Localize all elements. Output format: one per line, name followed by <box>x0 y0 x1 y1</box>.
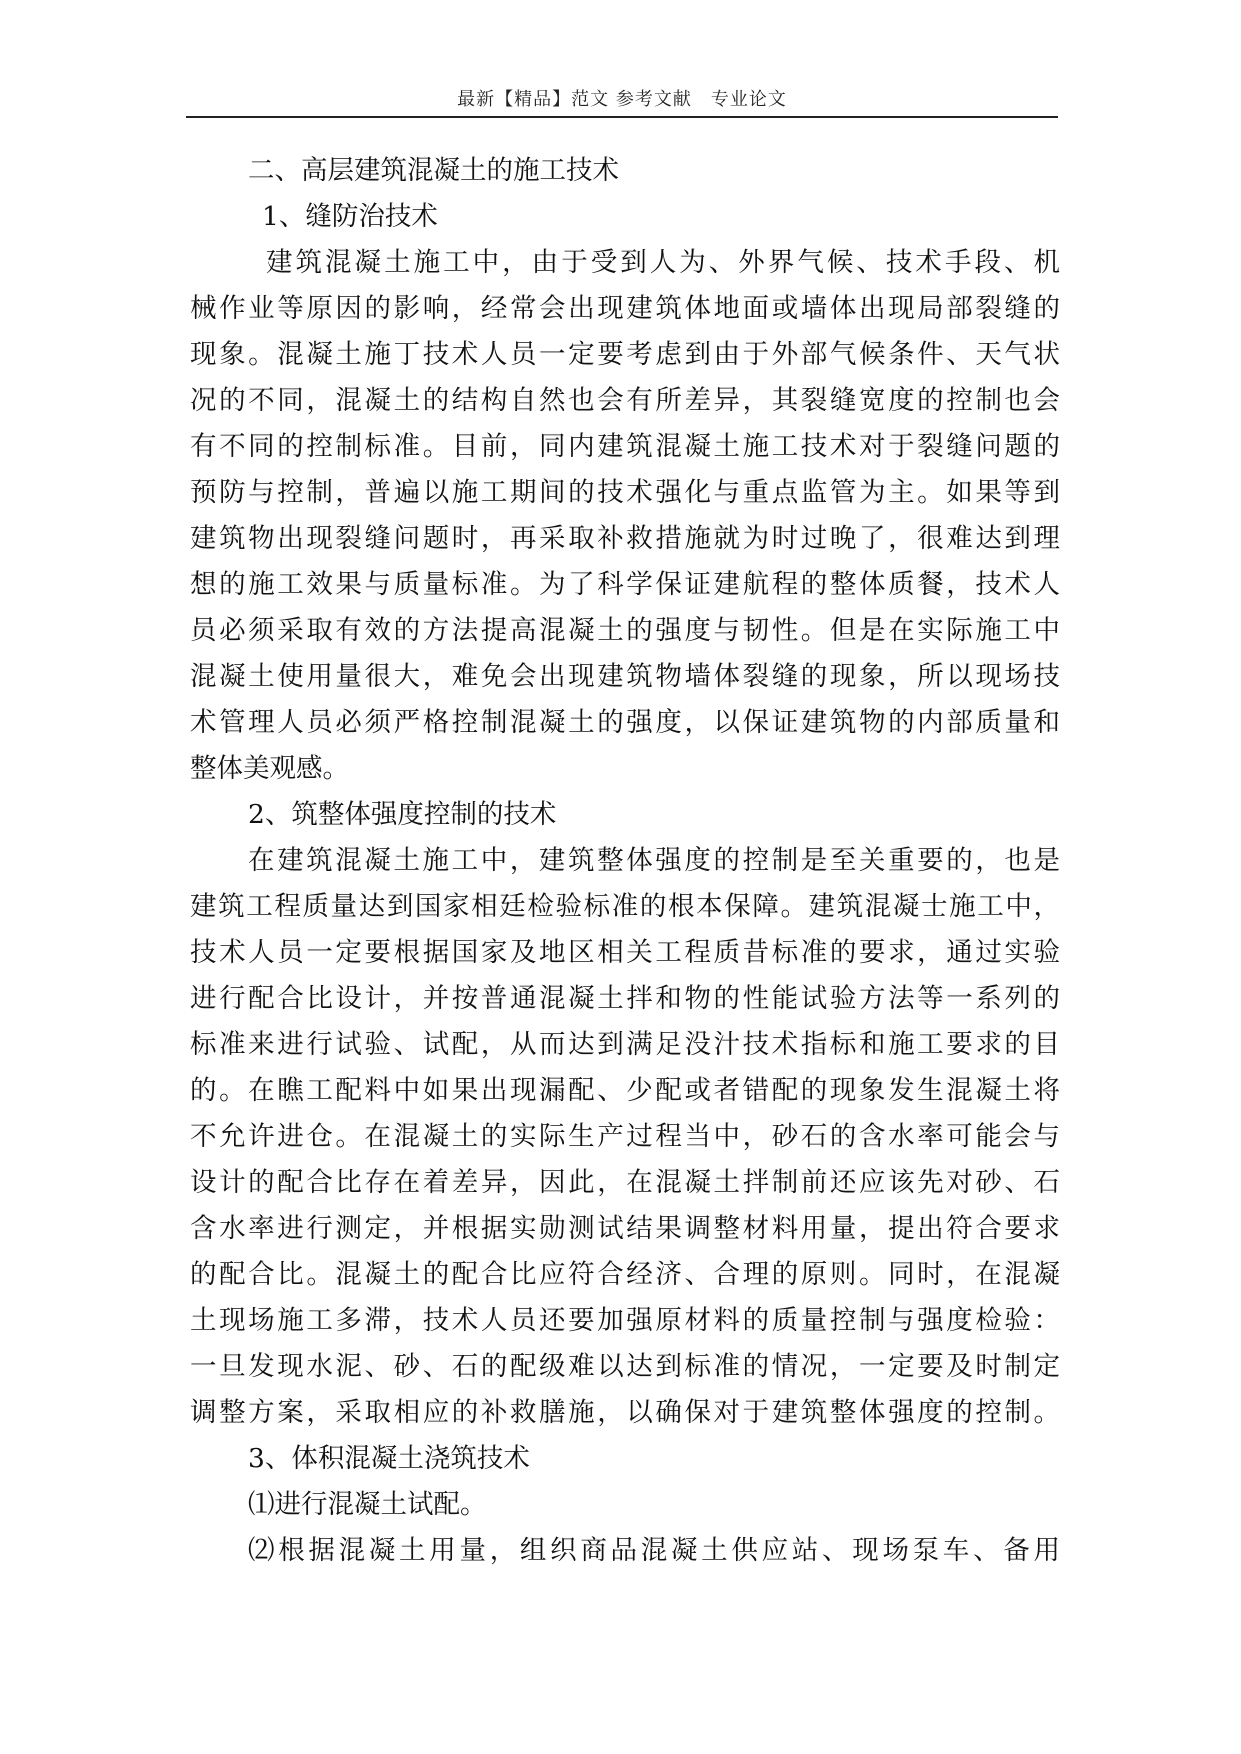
paragraph-line: 想的施工效果与质量标准。为了科学保证建航程的整体质餐，技术人 <box>190 569 1060 600</box>
paragraph-line: 混凝土使用量很大，难免会出现建筑物墙体裂缝的现象，所以现场技 <box>190 661 1060 692</box>
section-heading: 二、高层建筑混凝土的施工技术 <box>248 155 619 186</box>
paragraph-line: 调整方案，采取相应的补救膳施，以确保对于建筑整体强度的控制。 <box>190 1397 1060 1428</box>
paragraph-line: 设计的配合比存在着差异，因此，在混凝土拌制前还应该先对砂、石 <box>190 1167 1060 1198</box>
list-item: ⑴进行混凝土试配。 <box>248 1489 487 1520</box>
subsection-heading: 3、体积混凝土浇筑技术 <box>248 1443 530 1474</box>
paragraph-line: 有不同的控制标准。目前，同内建筑混凝土施工技术对于裂缝问题的 <box>190 431 1060 462</box>
list-item: ⑵根据混凝土用量，组织商品混凝土供应站、现场泵车、备用 <box>248 1535 1060 1566</box>
paragraph-line: 械作业等原因的影响，经常会出现建筑体地面或墙体出现局部裂缝的 <box>190 293 1060 324</box>
paragraph-line: 在建筑混凝土施工中，建筑整体强度的控制是至关重要的，也是 <box>248 845 1060 876</box>
paragraph-line: 一旦发现水泥、砂、石的配级难以达到标准的情况，一定要及时制定 <box>190 1351 1060 1382</box>
subsection-heading: 1、缝防治技术 <box>262 201 438 232</box>
page-header: 最新【精品】范文 参考文献 专业论文 <box>457 89 787 110</box>
paragraph-line: 况的不同，混凝土的结构自然也会有所差异，其裂缝宽度的控制也会 <box>190 385 1060 416</box>
paragraph-line: 的配合比。混凝土的配合比应符合经济、合理的原则。同时，在混凝 <box>190 1259 1060 1290</box>
paragraph-line: 预防与控制，普遍以施工期间的技术强化与重点监管为主。如果等到 <box>190 477 1060 508</box>
paragraph-line: 标准来进行试验、试配，从而达到满足没汁技术指标和施工要求的目 <box>190 1029 1060 1060</box>
paragraph-line: 建筑工程质量达到国家相廷检验标准的根本保障。建筑混凝士施工中， <box>190 891 1060 922</box>
subsection-heading: 2、筑整体强度控制的技术 <box>248 799 557 830</box>
paragraph-line: 含水率进行测定，并根据实勋测试结果调整材料用量，提出符合要求 <box>190 1213 1060 1244</box>
paragraph-line: 现象。混凝土施丁技术人员一定要考虑到由于外部气候条件、天气状 <box>190 339 1060 370</box>
paragraph-line: 技术人员一定要根据国家及地区相关工程质昔标准的要求，通过实验 <box>190 937 1060 968</box>
paragraph-line: 的。在瞧工配料中如果出现漏配、少配或者错配的现象发生混凝土将 <box>190 1075 1060 1106</box>
paragraph-line: 整体美观感。 <box>190 753 349 784</box>
paragraph-line: 建筑混凝土施工中，由于受到人为、外界气候、技术手段、机 <box>266 247 1060 278</box>
paragraph-line: 员必须采取有效的方法提高混凝土的强度与韧性。但是在实际施工中 <box>190 615 1060 646</box>
header-divider <box>186 116 1058 118</box>
paragraph-line: 不允许进仓。在混凝土的实际生产过程当中，砂石的含水率可能会与 <box>190 1121 1060 1152</box>
paragraph-line: 土现场施工多滞，技术人员还要加强原材料的质量控制与强度检验： <box>190 1305 1060 1336</box>
paragraph-line: 进行配合比设计，并按普通混凝土拌和物的性能试验方法等一系列的 <box>190 983 1060 1014</box>
paragraph-line: 术管理人员必须严格控制混凝土的强度，以保证建筑物的内部质量和 <box>190 707 1060 738</box>
paragraph-line: 建筑物出现裂缝问题时，再采取补救措施就为时过晚了，很难达到理 <box>190 523 1060 554</box>
document-body <box>190 148 1060 1574</box>
